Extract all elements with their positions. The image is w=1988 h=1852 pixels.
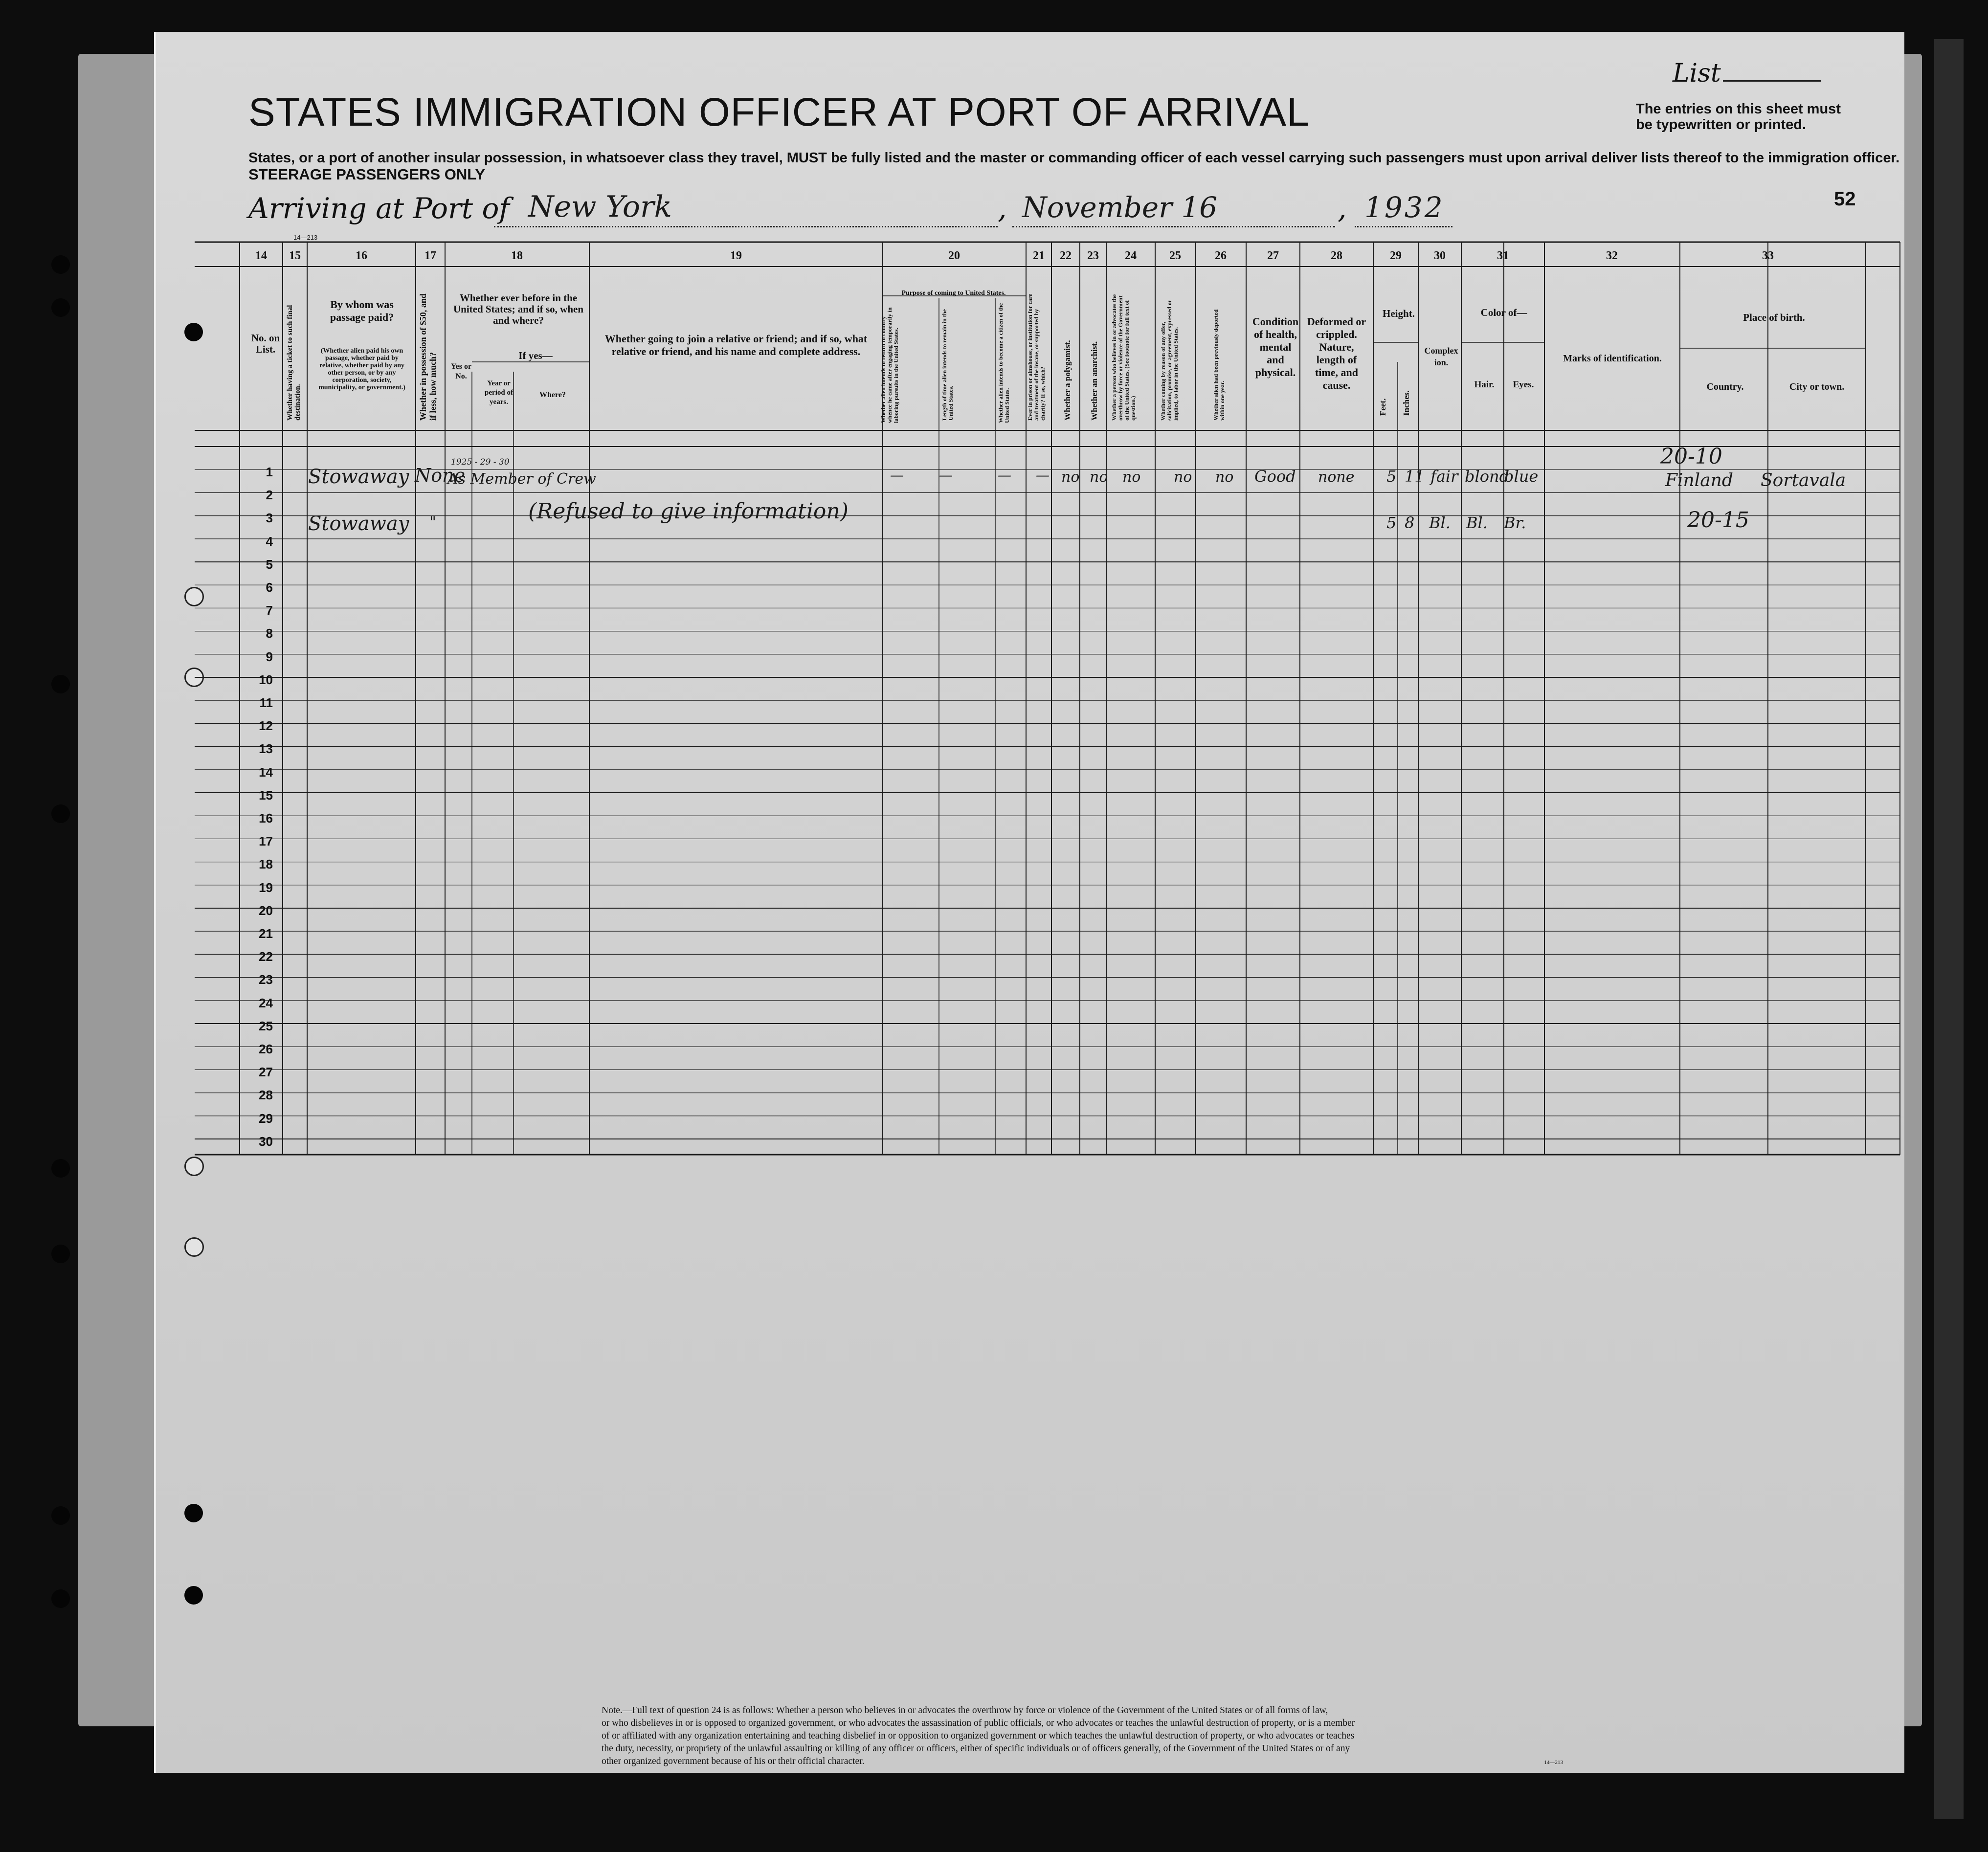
row-number: 14 [259, 764, 273, 780]
col14-header: No. on List. [251, 332, 280, 355]
footnote-line-2: or who disbelieves in or is opposed to organized government, or who advocates the assassination of public officials, or who advocates or teaches the unlawful destruction of property, or is a member [602, 1718, 1355, 1728]
column-number: 17 [424, 249, 436, 262]
row-number: 6 [266, 580, 273, 595]
row2-join-relative: (Refused to give information) [528, 499, 849, 524]
col29-header: Height. [1383, 308, 1415, 319]
row-number: 18 [259, 857, 273, 872]
row-number: 17 [259, 834, 273, 849]
column-number: 27 [1267, 249, 1279, 262]
column-number: 30 [1434, 249, 1446, 262]
col31-eyes: Eyes. [1513, 379, 1534, 390]
col27-header: Condition of health, mental and physical. [1252, 315, 1299, 379]
row1-id-mark: 20-10 [1660, 444, 1722, 469]
col30-header: Complexion. [1424, 346, 1458, 367]
col18-year: Year or period of years. [485, 379, 513, 406]
col29-feet: Feet. [1378, 398, 1387, 416]
row1-deported: no [1215, 469, 1234, 486]
row-number: 2 [266, 488, 273, 503]
column-number: 21 [1033, 249, 1045, 262]
row1-money: None [415, 465, 466, 486]
row1-deformed: none [1318, 469, 1355, 486]
row1-eyes: blue [1504, 467, 1539, 486]
column-number: 22 [1060, 249, 1072, 262]
column-number: 14 [255, 249, 267, 262]
col20-sub2: Length of time alien intends to remain in the United States. [941, 309, 954, 421]
column-number: 26 [1215, 249, 1227, 262]
row1-country: Finland [1665, 470, 1733, 491]
column-number: 18 [511, 249, 523, 262]
row-number: 20 [259, 903, 273, 918]
col18-yes-no: Yes or No. [450, 362, 472, 380]
row1-prior-year: 1925 - 29 - 30 [451, 457, 510, 467]
col20-sub3: Whether alien intends to become a citizen of the United States. [997, 303, 1010, 423]
column-number: 33 [1762, 249, 1774, 262]
row1-purpose-3: — [998, 467, 1011, 483]
footnote-form-code: 14—213 [1544, 1760, 1563, 1765]
row-number: 23 [259, 972, 273, 987]
row-number: 1 [266, 465, 273, 479]
row-number: 13 [259, 741, 273, 757]
footnote [602, 1704, 1563, 1769]
row2-inches: 8 [1405, 513, 1415, 532]
row-number: 7 [266, 603, 273, 618]
col20-sub1: Whether alien intends to return to country whence he came after engaging temporarily in laboring pursuits in the United States. [880, 307, 899, 423]
year-value: 1932 [1364, 191, 1445, 224]
column-number: 31 [1497, 249, 1509, 262]
row-number: 10 [259, 672, 273, 687]
row-number: 16 [259, 811, 273, 826]
column-number: 19 [730, 249, 742, 262]
col26-header: Whether alien had been previously deported within one year. [1212, 309, 1226, 421]
row1-anarchist: no [1090, 469, 1108, 486]
entries-note-1: The entries on this sheet must [1636, 101, 1841, 117]
footnote-line-5: other organized government because of his or their official character. 14—213 [602, 1756, 1563, 1766]
row1-feet: 5 [1386, 467, 1397, 486]
row-number: 27 [259, 1065, 273, 1080]
footnote-line-1: Note.—Full text of question 24 is as follows: Whether a person who believes in or advocates the overthrow by force or violence of the Government of the United States or of all forms of law, [602, 1705, 1328, 1716]
form-title: STATES IMMIGRATION OFFICER AT PORT OF ARRIVAL [248, 90, 1310, 134]
row-number: 28 [259, 1088, 273, 1103]
row-number: 11 [259, 695, 273, 710]
row1-overthrow: no [1122, 469, 1141, 486]
column-number: 16 [356, 249, 367, 262]
col18-if-yes: If yes— [518, 350, 553, 361]
col28-header: Deformed or crippled. Nature, length of time, and cause. [1307, 315, 1366, 391]
column-number: 32 [1606, 249, 1618, 262]
row2-paid-by: Stowaway [308, 513, 409, 535]
row1-purpose-1: — [890, 467, 904, 483]
row2-eyes: Br. [1504, 513, 1526, 532]
col21-header: Ever in prison or almshouse, or institution for care and treatment of the insane, or supported by charity? If so, which? [1027, 293, 1046, 421]
row-number: 4 [266, 534, 273, 549]
comma-2: , [1338, 192, 1347, 225]
column-number: 24 [1125, 249, 1137, 262]
row-number: 21 [259, 926, 273, 941]
instruction-line: States, or a port of another insular possession, in whatsoever class they travel, MUST be fully listed and the master or commanding officer of each vessel carrying such passengers must upon arrival deliver lists thereof to the immigration officer. [248, 150, 1900, 166]
col16-header: By whom was passage paid? [330, 298, 394, 323]
row-number: 3 [266, 511, 273, 526]
row-number: 8 [266, 626, 273, 641]
column-number: 15 [289, 249, 301, 262]
footnote-line-3: of or affiliated with any organization entertaining and teaching disbelief in or opposition to organized government or which teaches the unlawful destruction of property, or who advocates or teaches [602, 1731, 1355, 1741]
date-value: November 16 [1022, 191, 1218, 224]
row2-feet: 5 [1386, 513, 1397, 532]
row1-contract: no [1174, 469, 1192, 486]
col22-header: Whether a polygamist. [1063, 340, 1072, 421]
row-number: 19 [259, 880, 273, 895]
port-value: New York [528, 190, 672, 224]
col24-header: Whether a person who believes in or advocates the overthrow by force or violence of the Government of the United States. (See footnote for full text of question.) [1111, 294, 1137, 421]
column-number: 20 [948, 249, 960, 262]
col33-header: Place of birth. [1743, 312, 1805, 323]
col16-subheader: (Whether alien paid his own passage, whether paid by relative, whether paid by any other person, or by any corporation, society, municipality, or government.) [318, 347, 405, 391]
col31-hair: Hair. [1474, 379, 1495, 390]
col33-country: Country. [1706, 381, 1744, 392]
row1-prior-where: As Member of Crew [447, 470, 596, 488]
entries-note-2: be typewritten or printed. [1636, 117, 1807, 133]
col18-where: Where? [539, 391, 566, 399]
row1-health: Good [1254, 467, 1296, 486]
row-number: 5 [266, 557, 273, 572]
row-number: 29 [259, 1111, 273, 1126]
row1-hair: blond [1465, 467, 1510, 486]
arriving-label: Arriving at Port of [248, 192, 510, 225]
column-number: 25 [1169, 249, 1181, 262]
comma-1: , [998, 192, 1007, 225]
row1-complexion: fair [1430, 467, 1458, 486]
form-number: 14—213 [293, 234, 318, 241]
col31-header: Color of— [1480, 307, 1527, 318]
footnote-line-4: the duty, necessity, or propriety of the unlawful assaulting or killing of any officer or officers, either of specific individuals or of officers generally, of the Government of the United States or of any [602, 1743, 1350, 1754]
page-number: 52 [1834, 188, 1856, 210]
row-number: 15 [259, 787, 273, 803]
col20-header: Purpose of coming to United States. [901, 290, 1006, 297]
col33-city: City or town. [1789, 381, 1845, 392]
column-number: 29 [1390, 249, 1402, 262]
col29-inches: Inches. [1402, 390, 1411, 416]
row1-city: Sortavala [1761, 470, 1846, 491]
row-number: 24 [259, 995, 273, 1010]
steerage-label: STEERAGE PASSENGERS ONLY [248, 166, 486, 183]
row2-money: " [429, 513, 436, 531]
col19-header: Whether going to join a relative or friend; and if so, what relative or friend, and his name and complete address. [604, 333, 868, 357]
column-number: 23 [1087, 249, 1099, 262]
column-number: 28 [1331, 249, 1342, 262]
col32-header: Marks of identification. [1563, 353, 1662, 364]
col15-header: Whether having a ticket to such final destination. [286, 305, 302, 421]
row2-hair: Bl. [1466, 513, 1488, 532]
row1-prison: — [1036, 467, 1050, 483]
row-number: 12 [259, 718, 273, 734]
row-number: 9 [266, 649, 273, 664]
list-label: List [1673, 59, 1721, 88]
row-number: 22 [259, 949, 273, 964]
col25-header: Whether coming by reason of any offer, solicitation, promise, or agreement, expressed or implied, to labor in the United States. [1160, 300, 1179, 421]
row-number: 26 [259, 1042, 273, 1056]
row1-inches: 11 [1405, 467, 1425, 486]
row-number: 25 [259, 1018, 273, 1033]
row1-purpose-2: — [939, 467, 953, 483]
row2-id-mark: 20-15 [1687, 508, 1749, 533]
col17-header: Whether in possession of $50, and if less, how much? [418, 293, 438, 421]
row-number: 30 [259, 1134, 273, 1149]
row1-polygamist: no [1061, 469, 1080, 486]
col18-header: Whether ever before in the United States; and if so, when and where? [453, 292, 584, 326]
row1-paid-by: Stowaway [308, 466, 409, 488]
row2-complexion: Bl. [1429, 513, 1451, 532]
col23-header: Whether an anarchist. [1090, 341, 1099, 421]
